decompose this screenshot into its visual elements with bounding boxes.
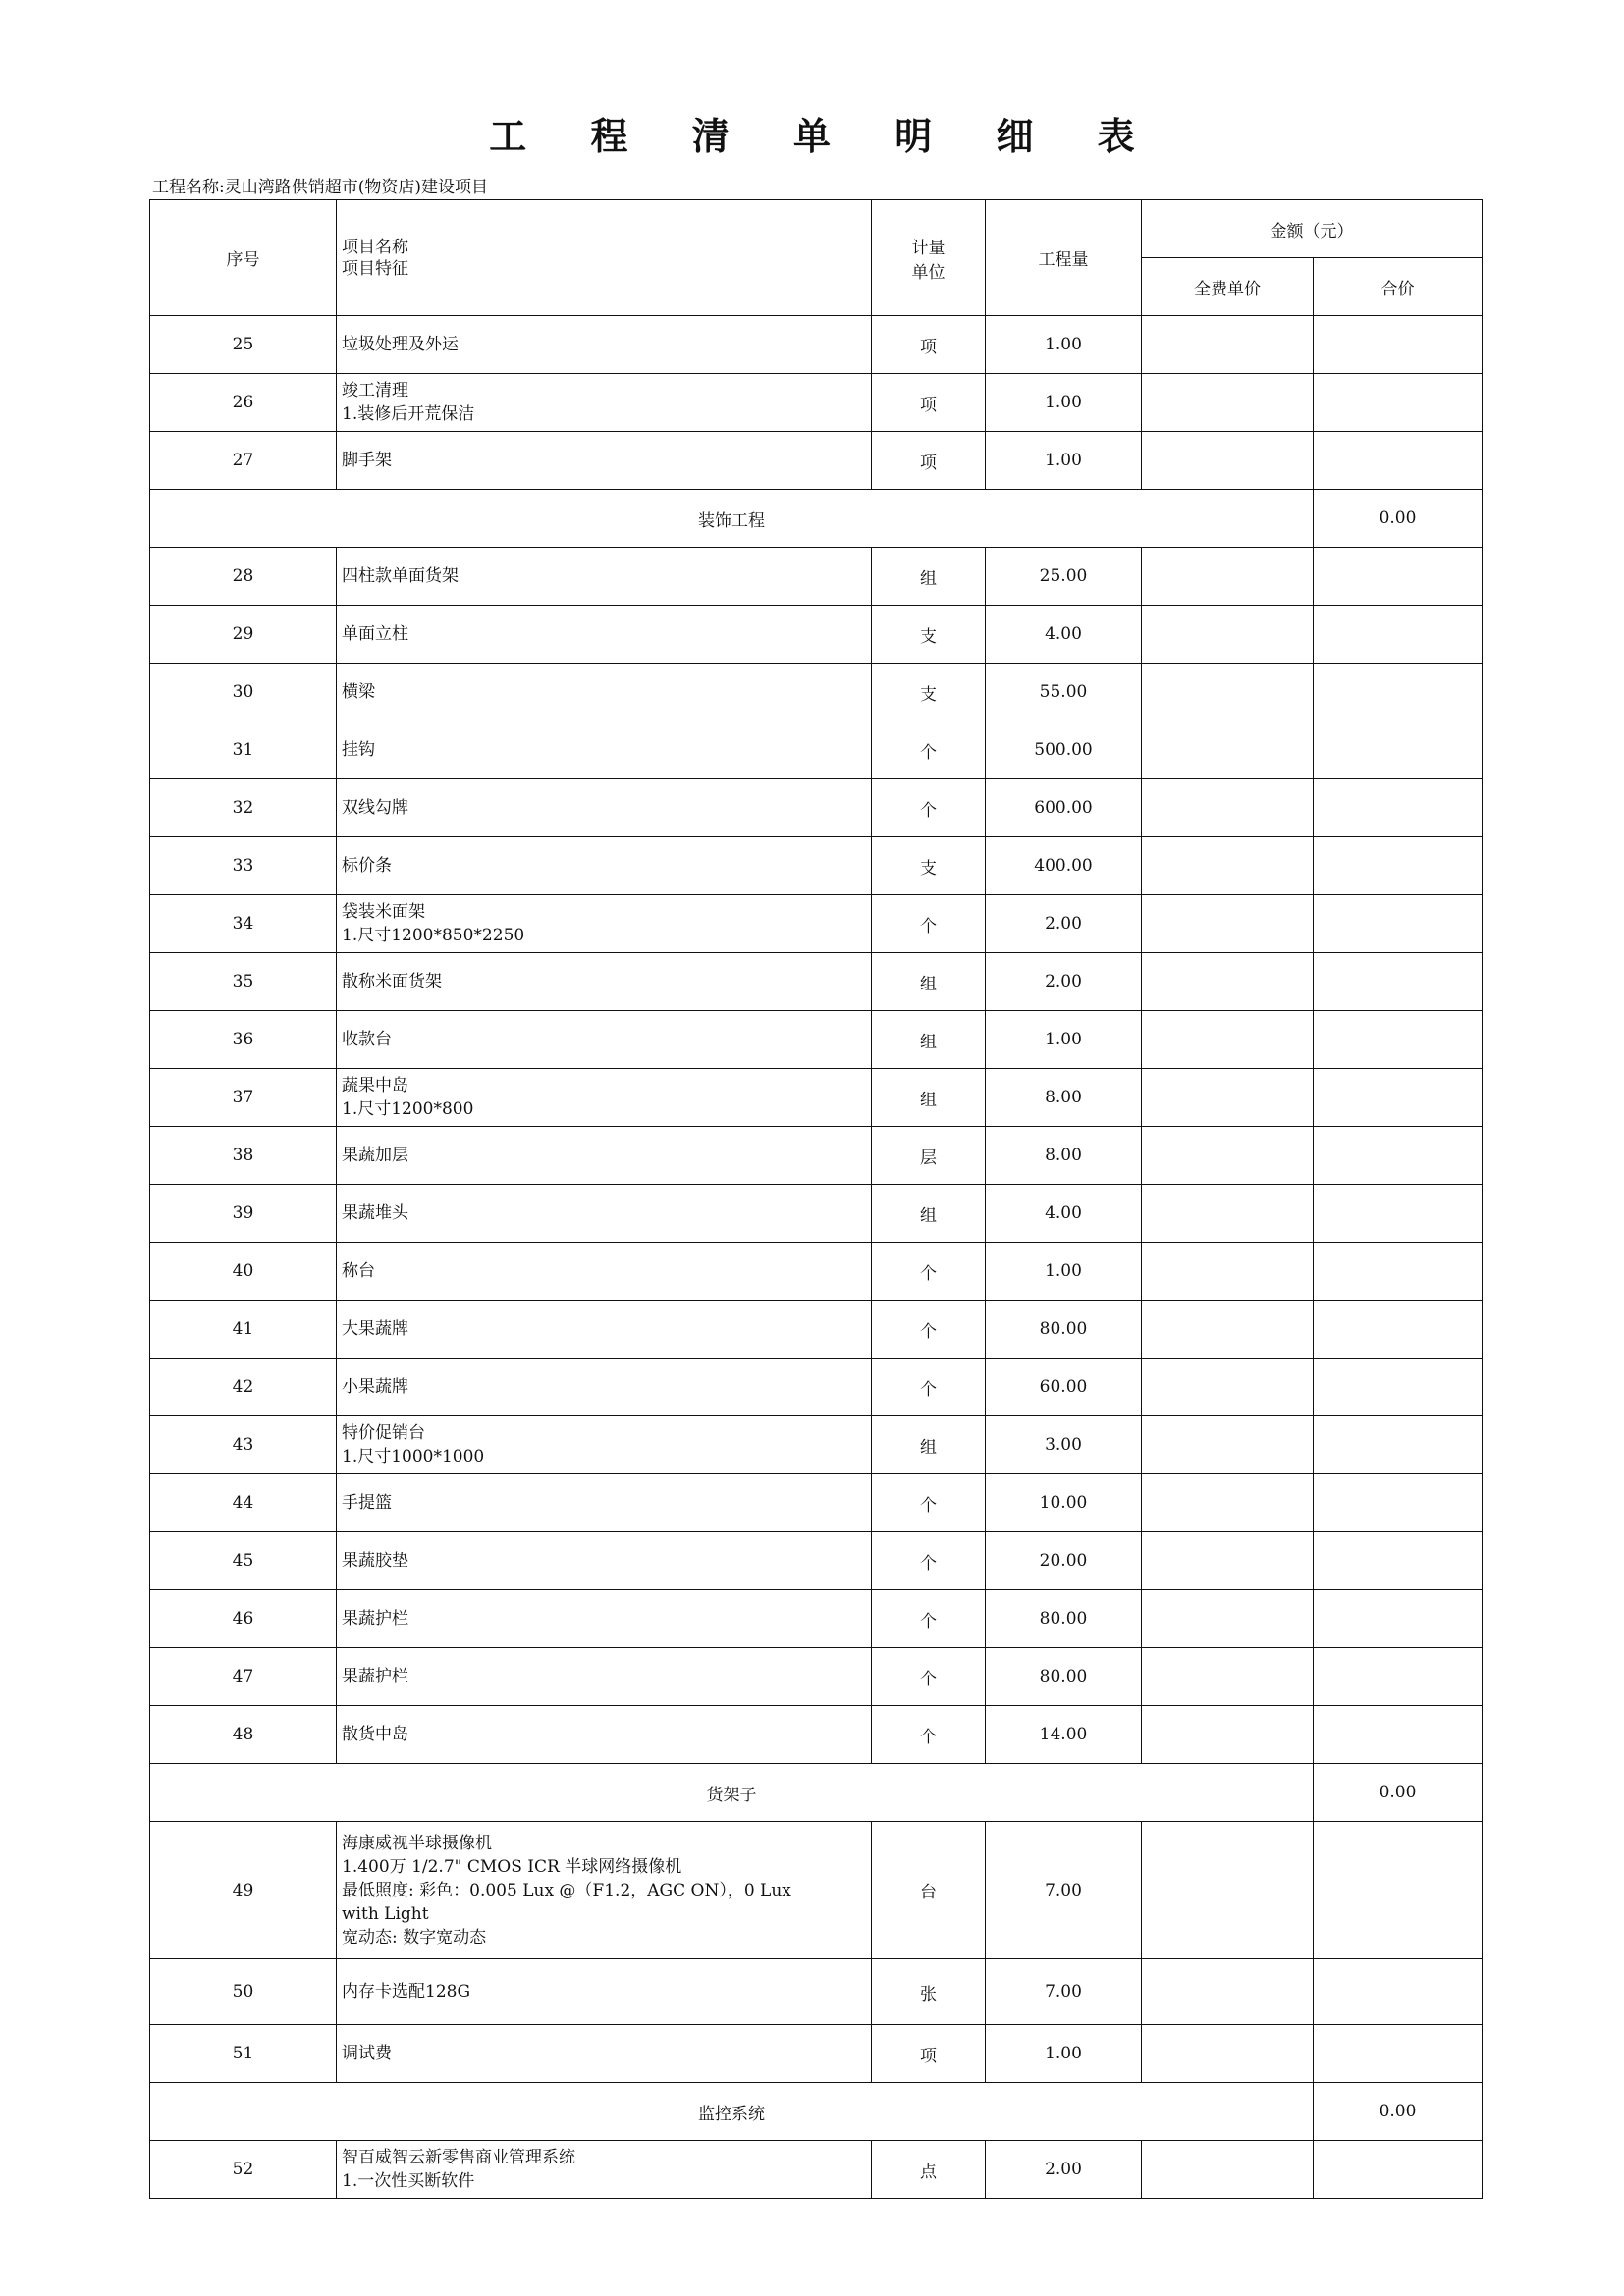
item-feature: 最低照度: 彩色：0.005 Lux @（F1.2，AGC ON），0 Lux [342, 1880, 791, 1900]
cell-no: 51 [150, 2025, 337, 2083]
cell-no: 52 [150, 2141, 337, 2199]
cell-no: 40 [150, 1243, 337, 1301]
cell-unit: 个 [872, 1359, 986, 1416]
cell-no: 29 [150, 606, 337, 664]
cell-no: 27 [150, 432, 337, 490]
item-name: 横梁 [342, 682, 375, 702]
item-name: 称台 [342, 1261, 375, 1281]
cell-unit: 项 [872, 374, 986, 432]
cell-qty: 3.00 [986, 1416, 1142, 1474]
cell-unit: 支 [872, 837, 986, 895]
table-row [150, 1474, 1483, 1532]
cell-unit: 个 [872, 779, 986, 837]
item-name: 大果蔬牌 [342, 1319, 408, 1339]
item-name: 内存卡选配128G [342, 1982, 471, 2002]
cell-unit-price [1142, 1416, 1314, 1474]
item-feature: 1.尺寸1200*850*2250 [342, 926, 525, 945]
cell-qty: 2.00 [986, 953, 1142, 1011]
cell-name [337, 1127, 872, 1185]
cell-qty: 500.00 [986, 721, 1142, 779]
cell-name [337, 721, 872, 779]
section-row [150, 490, 1483, 548]
cell-name [337, 1590, 872, 1648]
section-title: 监控系统 [150, 2083, 1314, 2141]
cell-unit-price [1142, 2141, 1314, 2199]
cell-no: 36 [150, 1011, 337, 1069]
item-name: 调试费 [342, 2044, 392, 2063]
header-name [337, 200, 872, 316]
item-name: 竣工清理 [342, 381, 408, 400]
cell-qty: 4.00 [986, 1185, 1142, 1243]
table-row [150, 1127, 1483, 1185]
cell-name [337, 316, 872, 374]
cell-qty: 80.00 [986, 1301, 1142, 1359]
item-name: 手提篮 [342, 1493, 392, 1513]
cell-qty: 2.00 [986, 2141, 1142, 2199]
item-feature: 1.装修后开荒保洁 [342, 404, 475, 424]
cell-name [337, 1532, 872, 1590]
cell-no: 32 [150, 779, 337, 837]
cell-name [337, 2025, 872, 2083]
cell-name [337, 953, 872, 1011]
cell-unit-price [1142, 664, 1314, 721]
table-row [150, 1069, 1483, 1127]
cell-qty: 1.00 [986, 316, 1142, 374]
cell-total [1314, 2141, 1483, 2199]
cell-unit: 个 [872, 895, 986, 953]
cell-name [337, 548, 872, 606]
table-row [150, 1959, 1483, 2025]
cell-total [1314, 1127, 1483, 1185]
section-total: 0.00 [1314, 1764, 1483, 1822]
cell-unit: 层 [872, 1127, 986, 1185]
cell-qty: 400.00 [986, 837, 1142, 895]
table-row [150, 837, 1483, 895]
table-body [150, 316, 1483, 2199]
bill-table [149, 199, 1483, 2199]
cell-unit-price [1142, 1127, 1314, 1185]
header-qty: 工程量 [986, 200, 1142, 316]
cell-qty: 8.00 [986, 1127, 1142, 1185]
cell-unit-price [1142, 432, 1314, 490]
cell-unit-price [1142, 548, 1314, 606]
cell-qty: 55.00 [986, 664, 1142, 721]
item-name: 海康威视半球摄像机 [342, 1833, 492, 1853]
cell-unit: 项 [872, 316, 986, 374]
cell-total [1314, 1301, 1483, 1359]
cell-unit: 个 [872, 721, 986, 779]
section-total: 0.00 [1314, 490, 1483, 548]
item-name: 脚手架 [342, 451, 392, 470]
cell-unit: 台 [872, 1822, 986, 1959]
cell-unit: 组 [872, 548, 986, 606]
section-title: 货架子 [150, 1764, 1314, 1822]
table-row [150, 606, 1483, 664]
cell-unit-price [1142, 1532, 1314, 1590]
cell-total [1314, 1822, 1483, 1959]
cell-no: 35 [150, 953, 337, 1011]
item-name: 标价条 [342, 856, 392, 876]
cell-qty: 25.00 [986, 548, 1142, 606]
section-total: 0.00 [1314, 2083, 1483, 2141]
cell-name [337, 1959, 872, 2025]
cell-no: 43 [150, 1416, 337, 1474]
cell-unit-price [1142, 1706, 1314, 1764]
cell-unit-price [1142, 1011, 1314, 1069]
cell-unit-price [1142, 953, 1314, 1011]
cell-name [337, 779, 872, 837]
cell-unit: 组 [872, 1185, 986, 1243]
cell-qty: 2.00 [986, 895, 1142, 953]
item-name: 散称米面货架 [342, 972, 442, 991]
header-feature-label: 项目特征 [342, 258, 408, 279]
item-name: 挂钩 [342, 740, 375, 760]
cell-total [1314, 1069, 1483, 1127]
cell-total [1314, 316, 1483, 374]
cell-total [1314, 1474, 1483, 1532]
cell-name [337, 1822, 872, 1959]
cell-unit: 个 [872, 1648, 986, 1706]
cell-no: 25 [150, 316, 337, 374]
cell-qty: 80.00 [986, 1590, 1142, 1648]
cell-no: 38 [150, 1127, 337, 1185]
cell-qty: 7.00 [986, 1822, 1142, 1959]
cell-qty: 1.00 [986, 2025, 1142, 2083]
cell-unit: 组 [872, 1011, 986, 1069]
cell-unit: 个 [872, 1474, 986, 1532]
cell-name [337, 1243, 872, 1301]
cell-unit: 个 [872, 1301, 986, 1359]
cell-total [1314, 1648, 1483, 1706]
cell-total [1314, 432, 1483, 490]
cell-no: 30 [150, 664, 337, 721]
cell-unit: 支 [872, 606, 986, 664]
cell-total [1314, 721, 1483, 779]
cell-qty: 1.00 [986, 1243, 1142, 1301]
cell-qty: 1.00 [986, 432, 1142, 490]
cell-name [337, 1359, 872, 1416]
cell-name [337, 1301, 872, 1359]
cell-unit-price [1142, 2025, 1314, 2083]
cell-unit-price [1142, 1069, 1314, 1127]
header-unit-price: 全费单价 [1142, 258, 1314, 316]
cell-unit-price [1142, 316, 1314, 374]
item-name: 智百威智云新零售商业管理系统 [342, 2148, 575, 2167]
header-amount: 金额（元） [1142, 200, 1483, 258]
cell-name [337, 895, 872, 953]
cell-total [1314, 779, 1483, 837]
cell-name [337, 374, 872, 432]
item-name: 垃圾处理及外运 [342, 335, 459, 354]
cell-no: 41 [150, 1301, 337, 1359]
cell-no: 44 [150, 1474, 337, 1532]
item-name: 双线勾牌 [342, 798, 408, 818]
item-name: 袋装米面架 [342, 902, 425, 922]
table-header [150, 200, 1483, 316]
item-name: 果蔬胶垫 [342, 1551, 408, 1571]
table-row [150, 779, 1483, 837]
table-row [150, 2025, 1483, 2083]
cell-unit-price [1142, 1243, 1314, 1301]
cell-name [337, 1069, 872, 1127]
cell-name [337, 1416, 872, 1474]
cell-name [337, 1011, 872, 1069]
table-row [150, 1011, 1483, 1069]
cell-no: 50 [150, 1959, 337, 2025]
cell-no: 31 [150, 721, 337, 779]
cell-unit: 项 [872, 2025, 986, 2083]
item-name: 果蔬护栏 [342, 1667, 408, 1686]
cell-qty: 600.00 [986, 779, 1142, 837]
cell-name [337, 1474, 872, 1532]
table-row [150, 548, 1483, 606]
cell-total [1314, 1185, 1483, 1243]
table-row [150, 1532, 1483, 1590]
cell-total [1314, 548, 1483, 606]
section-row [150, 2083, 1483, 2141]
cell-unit-price [1142, 721, 1314, 779]
item-feature: with Light [342, 1903, 429, 1924]
cell-no: 49 [150, 1822, 337, 1959]
item-name: 小果蔬牌 [342, 1377, 408, 1397]
cell-total [1314, 1359, 1483, 1416]
table-row [150, 1185, 1483, 1243]
cell-no: 33 [150, 837, 337, 895]
cell-no: 34 [150, 895, 337, 953]
cell-qty: 1.00 [986, 1011, 1142, 1069]
cell-total [1314, 1532, 1483, 1590]
cell-unit-price [1142, 1648, 1314, 1706]
table-row [150, 1301, 1483, 1359]
item-feature: 宽动态: 数字宽动态 [342, 1927, 487, 1948]
cell-no: 45 [150, 1532, 337, 1590]
cell-qty: 60.00 [986, 1359, 1142, 1416]
cell-no: 47 [150, 1648, 337, 1706]
cell-unit-price [1142, 1301, 1314, 1359]
cell-total [1314, 1590, 1483, 1648]
cell-unit-price [1142, 1359, 1314, 1416]
cell-total [1314, 1243, 1483, 1301]
cell-unit-price [1142, 895, 1314, 953]
table-row [150, 1359, 1483, 1416]
cell-name [337, 1706, 872, 1764]
cell-no: 46 [150, 1590, 337, 1648]
cell-qty: 7.00 [986, 1959, 1142, 2025]
cell-unit-price [1142, 1822, 1314, 1959]
section-row [150, 1764, 1483, 1822]
header-unit: 计量 单位 [872, 200, 986, 316]
item-name: 单面立柱 [342, 624, 408, 644]
cell-unit-price [1142, 1185, 1314, 1243]
cell-total [1314, 895, 1483, 953]
table-row [150, 1590, 1483, 1648]
cell-unit-price [1142, 606, 1314, 664]
cell-unit-price [1142, 837, 1314, 895]
cell-unit-price [1142, 1474, 1314, 1532]
cell-total [1314, 664, 1483, 721]
cell-unit: 点 [872, 2141, 986, 2199]
item-feature: 1.尺寸1200*800 [342, 1099, 474, 1119]
cell-qty: 8.00 [986, 1069, 1142, 1127]
item-feature: 1.一次性买断软件 [342, 2171, 475, 2191]
table-row [150, 316, 1483, 374]
cell-no: 26 [150, 374, 337, 432]
table-row [150, 1822, 1483, 1959]
cell-unit: 个 [872, 1243, 986, 1301]
cell-no: 48 [150, 1706, 337, 1764]
page-title: 工 程 清 单 明 细 表 [489, 115, 1161, 158]
cell-total [1314, 606, 1483, 664]
cell-unit-price [1142, 779, 1314, 837]
table-row [150, 2141, 1483, 2199]
item-name: 果蔬护栏 [342, 1609, 408, 1629]
header-no: 序号 [150, 200, 337, 316]
cell-total [1314, 374, 1483, 432]
cell-name [337, 1185, 872, 1243]
cell-unit: 张 [872, 1959, 986, 2025]
cell-total [1314, 1011, 1483, 1069]
cell-total [1314, 2025, 1483, 2083]
item-feature: 1.400万 1/2.7" CMOS ICR 半球网络摄像机 [342, 1856, 682, 1877]
cell-total [1314, 953, 1483, 1011]
table-row [150, 953, 1483, 1011]
cell-name [337, 432, 872, 490]
cell-unit: 个 [872, 1532, 986, 1590]
table-row [150, 432, 1483, 490]
table-row [150, 1416, 1483, 1474]
cell-name [337, 1648, 872, 1706]
cell-qty: 4.00 [986, 606, 1142, 664]
cell-no: 28 [150, 548, 337, 606]
cell-qty: 1.00 [986, 374, 1142, 432]
cell-unit-price [1142, 1959, 1314, 2025]
cell-unit: 项 [872, 432, 986, 490]
item-name: 果蔬堆头 [342, 1203, 408, 1223]
table-row [150, 721, 1483, 779]
header-name-label: 项目名称 [342, 237, 408, 257]
cell-name [337, 606, 872, 664]
item-name: 收款台 [342, 1030, 392, 1049]
section-title: 装饰工程 [150, 490, 1314, 548]
table-row [150, 1243, 1483, 1301]
cell-qty: 10.00 [986, 1474, 1142, 1532]
cell-name [337, 837, 872, 895]
cell-unit: 支 [872, 664, 986, 721]
cell-unit: 组 [872, 1069, 986, 1127]
cell-unit: 个 [872, 1590, 986, 1648]
cell-unit-price [1142, 374, 1314, 432]
header-total: 合价 [1314, 258, 1483, 316]
table-row [150, 895, 1483, 953]
cell-unit: 组 [872, 953, 986, 1011]
item-name: 果蔬加层 [342, 1146, 408, 1165]
table-row [150, 1648, 1483, 1706]
item-name: 散货中岛 [342, 1725, 408, 1744]
cell-name [337, 2141, 872, 2199]
table-row [150, 664, 1483, 721]
cell-total [1314, 1959, 1483, 2025]
cell-unit-price [1142, 1590, 1314, 1648]
cell-qty: 20.00 [986, 1532, 1142, 1590]
cell-qty: 14.00 [986, 1706, 1142, 1764]
cell-no: 42 [150, 1359, 337, 1416]
cell-name [337, 664, 872, 721]
table-row [150, 1706, 1483, 1764]
cell-total [1314, 837, 1483, 895]
cell-no: 37 [150, 1069, 337, 1127]
cell-unit: 个 [872, 1706, 986, 1764]
item-name: 四柱款单面货架 [342, 566, 459, 586]
cell-total [1314, 1416, 1483, 1474]
project-name: 工程名称:灵山湾路供销超市(物资店)建设项目 [152, 178, 488, 197]
cell-qty: 80.00 [986, 1648, 1142, 1706]
cell-total [1314, 1706, 1483, 1764]
item-name: 蔬果中岛 [342, 1076, 408, 1095]
cell-unit: 组 [872, 1416, 986, 1474]
cell-no: 39 [150, 1185, 337, 1243]
item-feature: 1.尺寸1000*1000 [342, 1447, 485, 1467]
item-name: 特价促销台 [342, 1423, 425, 1443]
table-row [150, 374, 1483, 432]
